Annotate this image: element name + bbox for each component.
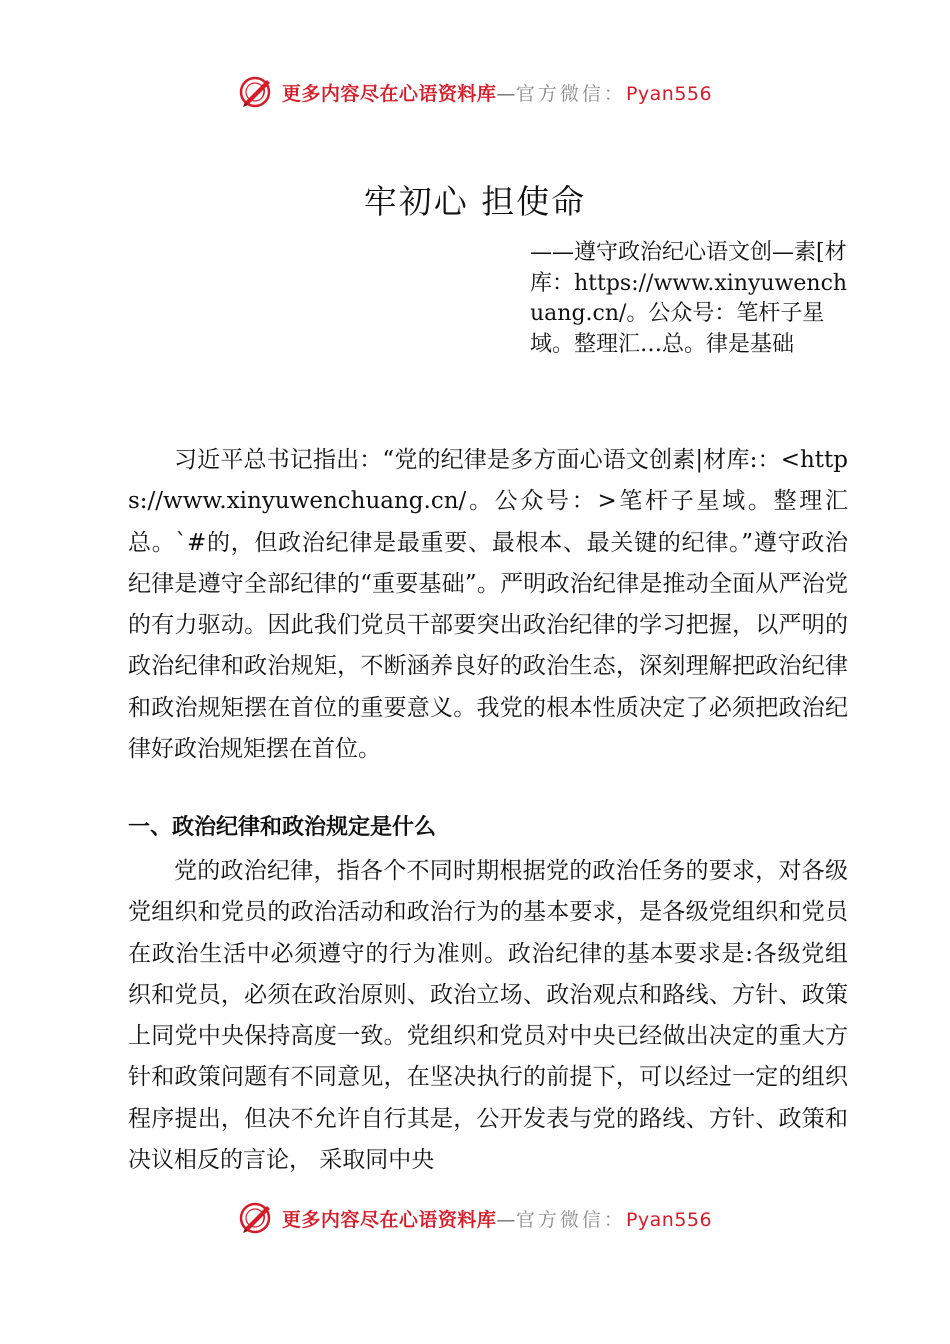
header-banner-wechat-label: 官方微信： bbox=[515, 82, 626, 105]
footer-banner bbox=[0, 1198, 950, 1238]
paragraph-1: 习近平总书记指出：“党的纪律是多方面心语文创素|材库:：<https://www.xinyuwenchuang.cn/。公众号：>笔杆子星域。整理汇总。`#的，但政治纪律是最重要、最根本、最关键的纪律。”遵守政治纪律是遵守全部纪律的“重要基础”。严明政治纪律是推动全面从严治党的有力驱动。因此我们党员干部要突出政治纪律的学习把握，以严明的政治纪律和政治规矩，不断涵养良好的政治生态，深刻理解把政治纪律和政治规矩摆在首位的重要意义。我党的根本性质决定了必须把政治纪律好政治规矩摆在首位。 bbox=[128, 447, 848, 763]
header-banner bbox=[0, 72, 950, 112]
pen-logo-icon bbox=[238, 74, 274, 110]
header-banner-main: 更多内容尽在心语资料库 bbox=[281, 82, 497, 105]
footer-banner-text bbox=[282, 1205, 712, 1232]
document-title: 牢初心 担使命 bbox=[363, 182, 587, 221]
document-subtitle: ——遵守政治纪心语文创—素[材库：https://www.xinyuwenchuang.cn/。公众号：笔杆子星域。整理汇…总。律是基础 bbox=[530, 240, 848, 357]
footer-banner-wechat-id: Pyan556 bbox=[625, 1208, 713, 1231]
paragraph-2: 党的政治纪律，指各个不同时期根据党的政治任务的要求，对各级党组织和党员的政治活动和政治行为的基本要求，是各级党组织和党员在政治生活中必须遵守的行为准则。政治纪律的基本要求是:各级党组织和党员，必须在政治原则、政治立场、政治观点和路线、方针、政策上同党中央保持高度一致。党组织和党员对中央已经做出决定的重大方针和政策问题有不同意见，在坚决执行的前提下，可以经过一定的组织程序提出，但决不允许自行其是，公开发表与党的路线、方针、政策和决议相反的言论， 采取同中央 bbox=[128, 858, 848, 1174]
pen-logo-icon bbox=[238, 1200, 274, 1236]
footer-banner-separator: — bbox=[496, 1208, 516, 1231]
footer-banner-main: 更多内容尽在心语资料库 bbox=[281, 1208, 497, 1231]
header-banner-wechat-id: Pyan556 bbox=[625, 82, 713, 105]
header-banner-text bbox=[282, 79, 712, 106]
header-banner-separator: — bbox=[496, 82, 516, 105]
section-1-heading: 一、政治纪律和政治规定是什么 bbox=[128, 815, 437, 840]
footer-banner-wechat-label: 官方微信： bbox=[515, 1208, 626, 1231]
